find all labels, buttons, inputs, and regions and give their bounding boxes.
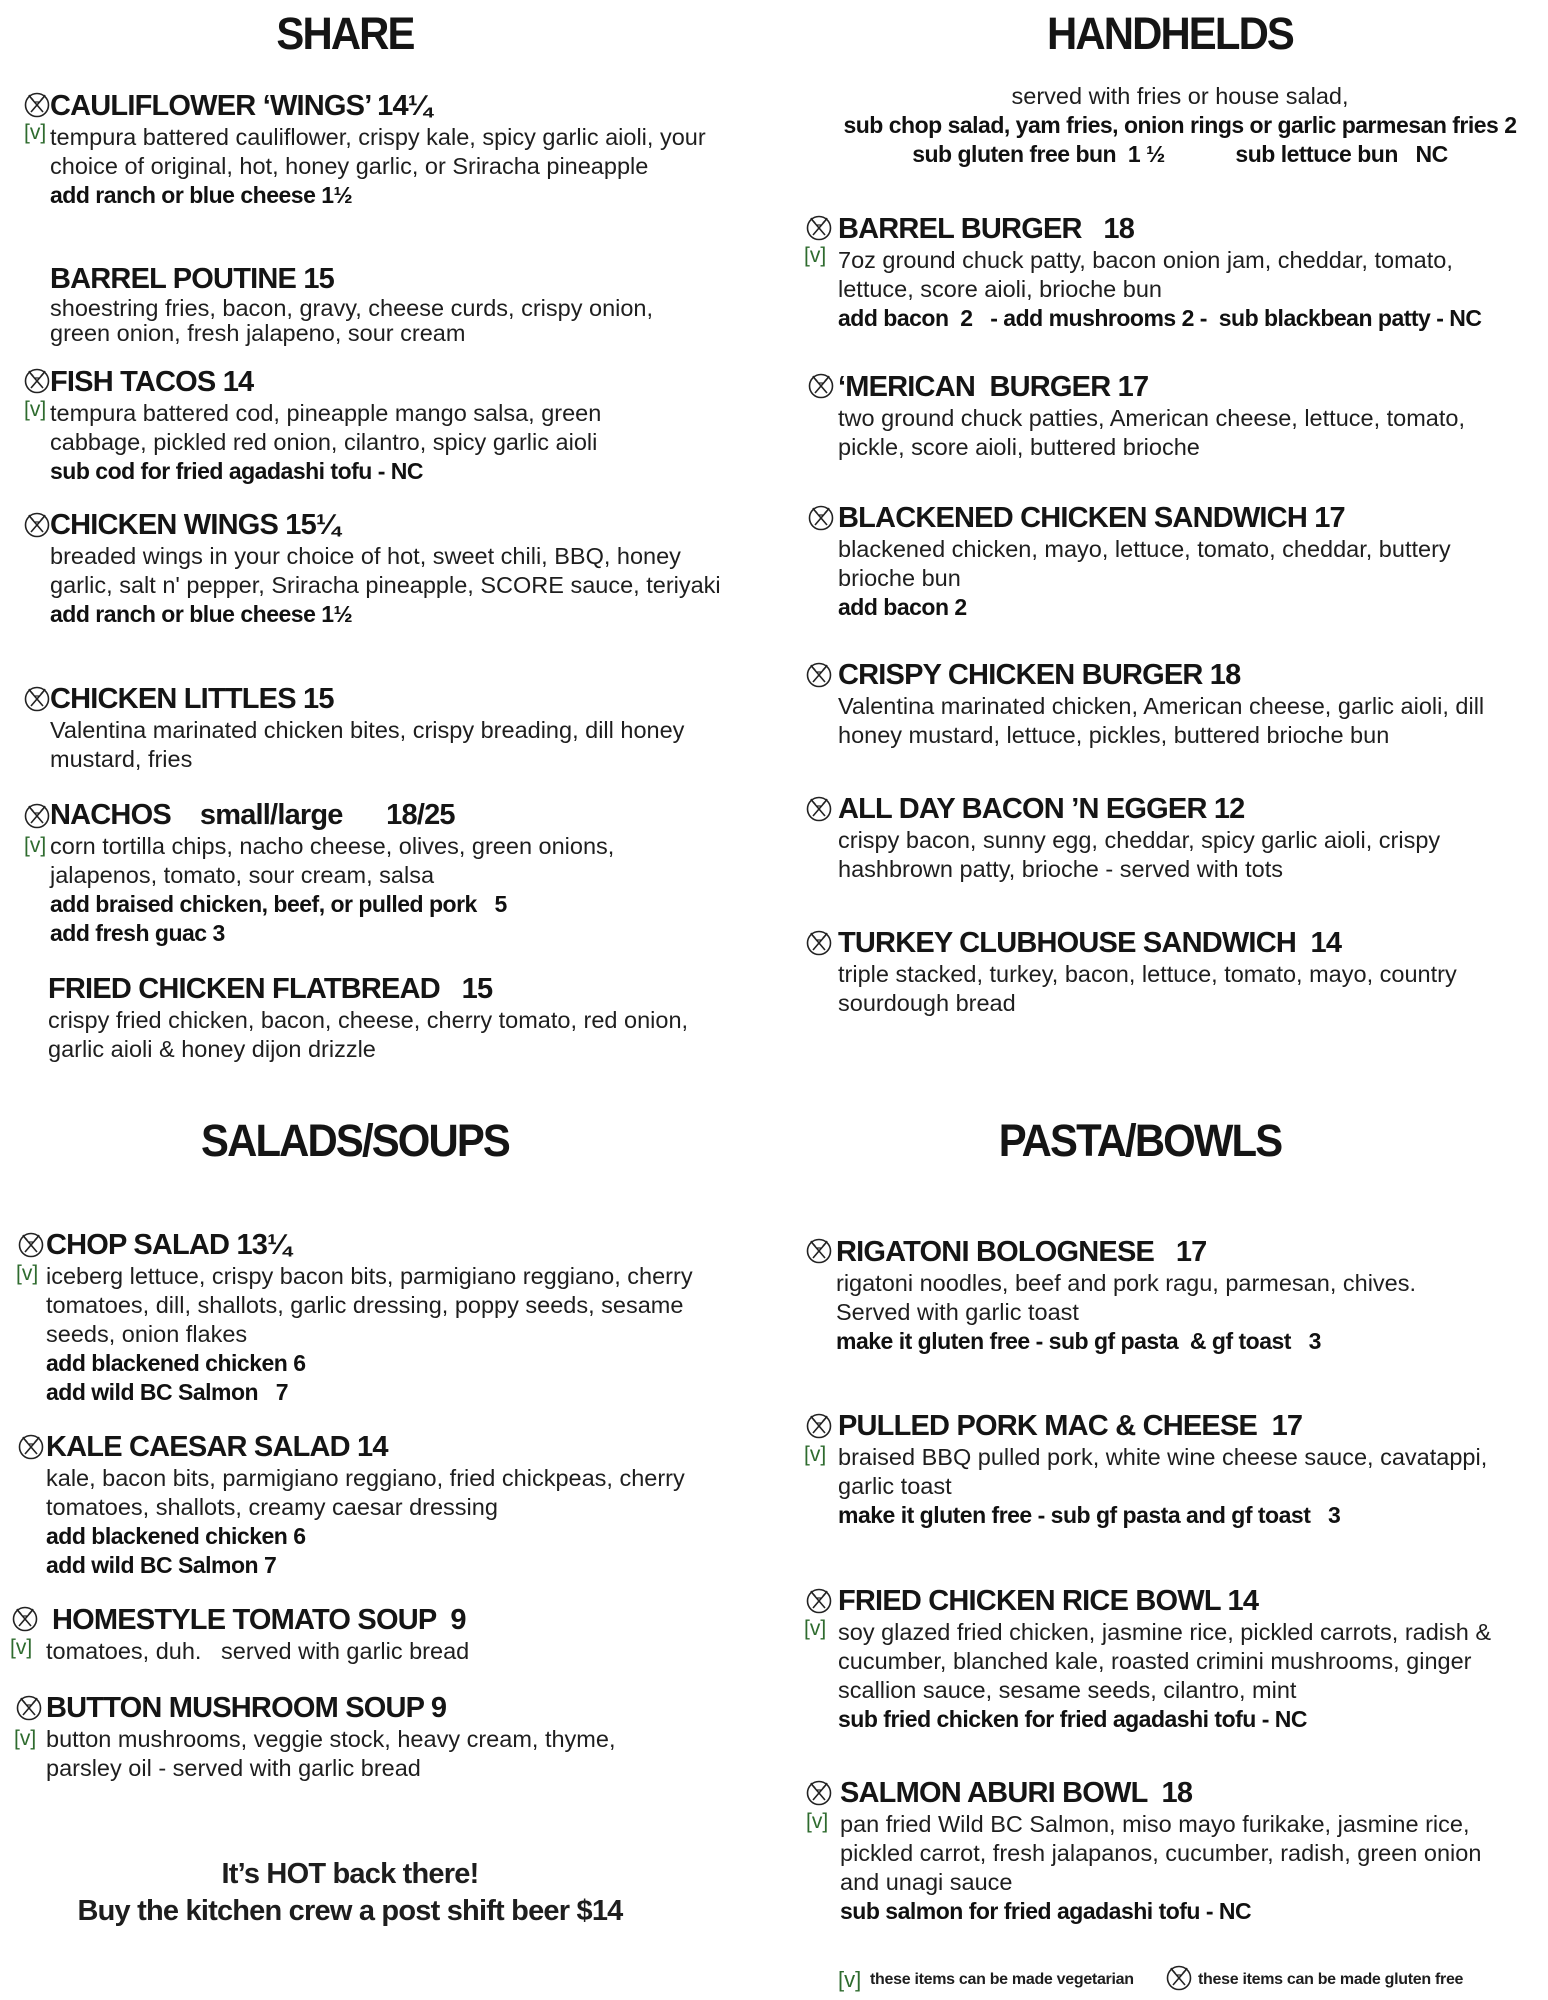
item-description: crispy bacon, sunny egg, cheddar, spicy garlic aioli, crispy hashbrown patty, brioche - served with tots [838,827,1441,882]
item-addon: sub salmon for fried agadashi tofu - NC [840,1898,1252,1924]
item-name: HOMESTYLE TOMATO SOUP 9 [52,1604,466,1636]
item-addon: add wild BC Salmon 7 [46,1379,289,1405]
menu-item [50,262,710,346]
item-description: kale, bacon bits, parmigiano reggiano, fried chickpeas, cherry tomatoes, shallots, creamy caesar dressing [46,1465,685,1520]
menu-item [46,1430,736,1580]
menu-item [50,89,710,210]
gluten-free-icon [24,512,50,538]
item-description: iceberg lettuce, crispy bacon bits, parmigiano reggiano, cherry tomatoes, dill, shallots, garlic dressing, poppy seeds, sesame seeds, onion flakes [46,1263,693,1347]
item-addon: add fresh guac 3 [50,920,225,946]
item-description: two ground chuck patties, American cheese, lettuce, tomato, pickle, score aioli, buttered brioche [838,405,1466,460]
gluten-free-icon [806,1413,832,1439]
item-name: CHOP SALAD 13¼ [46,1229,291,1261]
item-name: NACHOS small/large 18/25 [50,799,455,831]
gluten-free-icon [806,796,832,822]
item-description: tomatoes, duh. served with garlic bread [46,1638,470,1664]
gluten-free-icon [806,1780,832,1806]
menu-item [46,1603,736,1666]
section-title-share: SHARE [276,8,414,59]
item-addon: add blackened chicken 6 [46,1523,306,1549]
item-name: CHICKEN LITTLES 15 [50,683,334,715]
item-addon: add blackened chicken 6 [46,1350,306,1376]
handhelds-intro: served with fries or house salad, [1011,83,1349,109]
gluten-free-icon [18,1232,44,1258]
item-description: shoestring fries, bacon, gravy, cheese curds, crispy onion, green onion, fresh jalapeno, sour cream [50,295,654,346]
item-name: ALL DAY BACON ’N EGGER 12 [838,793,1245,825]
item-addon: add braised chicken, beef, or pulled pork 5 [50,891,507,917]
menu-item [838,926,1478,1018]
item-addon: sub fried chicken for fried agadashi tofu - NC [838,1706,1308,1732]
item-name: RIGATONI BOLOGNESE 17 [836,1236,1207,1268]
menu-item [838,792,1528,884]
gluten-free-icon [808,505,834,531]
item-description: rigatoni noodles, beef and pork ragu, parmesan, chives. Served with garlic toast [836,1270,1417,1325]
menu-item [48,972,708,1064]
vegetarian-mark: [v] [10,1636,33,1659]
item-addon: add bacon 2 - add mushrooms 2 - sub blackbean patty - NC [838,305,1482,331]
item-addon: sub cod for fried agadashi tofu - NC [50,458,424,484]
menu-item [836,1235,1476,1356]
handhelds-subs: sub gluten free bun 1 ½ sub lettuce bun NC [912,141,1448,167]
gluten-free-icon [18,1434,44,1460]
menu-item [50,365,690,486]
legend-vegetarian-text: these items can be made vegetarian [870,1971,1134,1988]
promo-beer: Buy the kitchen crew a post shift beer $14 [77,1895,623,1927]
menu-item [838,370,1478,462]
gluten-free-icon [808,373,834,399]
item-description: button mushrooms, veggie stock, heavy cream, thyme, parsley oil - served with garlic bread [46,1726,616,1781]
vegetarian-mark: [v] [14,1727,37,1750]
vegetarian-mark: [v] [804,244,827,267]
item-description: braised BBQ pulled pork, white wine cheese sauce, cavatappi, garlic toast [838,1444,1488,1499]
item-name: BARREL BURGER 18 [838,213,1135,245]
item-name: TURKEY CLUBHOUSE SANDWICH 14 [838,927,1342,959]
item-description: triple stacked, turkey, bacon, lettuce, tomato, mayo, country sourdough bread [838,961,1457,1016]
vegetarian-mark: [v] [24,398,47,421]
vegetarian-mark: [v] [804,1443,827,1466]
vegetarian-mark: [v] [24,121,47,144]
item-addon: add ranch or blue cheese 1½ [50,601,353,627]
section-title-handhelds: HANDHELDS [1046,8,1293,59]
menu-item [838,212,1528,333]
item-name: BUTTON MUSHROOM SOUP 9 [46,1692,447,1724]
gluten-free-icon [12,1606,38,1632]
legend-gluten-free-text: these items can be made gluten free [1198,1971,1464,1988]
item-description: corn tortilla chips, nacho cheese, olives, green onions, jalapenos, tomato, sour cream, salsa [50,833,615,888]
gluten-free-icon [806,215,832,241]
menu-item [838,1409,1498,1530]
gluten-free-icon [806,1238,832,1264]
item-addon: make it gluten free - sub gf pasta and gf toast 3 [838,1502,1341,1528]
gluten-free-icon [806,662,832,688]
menu-item [838,1584,1518,1734]
item-description: tempura battered cod, pineapple mango salsa, green cabbage, pickled red onion, cilantro, spicy garlic aioli [50,400,602,455]
item-name: PULLED PORK MAC & CHEESE 17 [838,1410,1303,1442]
handhelds-subs: sub chop salad, yam fries, onion rings or garlic parmesan fries 2 [843,112,1517,138]
menu-item [50,682,690,774]
vegetarian-mark: [v] [16,1262,39,1285]
gluten-free-icon [24,803,50,829]
item-name: ‘MERICAN BURGER 17 [838,371,1149,403]
menu-item [46,1228,736,1407]
item-description: pan fried Wild BC Salmon, miso mayo furikake, jasmine rice, pickled carrot, fresh jalapanos, cucumber, radish, green onion and unagi sauce [840,1811,1482,1895]
gluten-free-icon [24,92,50,118]
item-name: CHICKEN WINGS 15¼ [50,509,340,541]
item-description: Valentina marinated chicken bites, crispy breading, dill honey mustard, fries [50,717,685,772]
menu-item [50,508,730,629]
item-name: SALMON ABURI BOWL 18 [840,1777,1193,1809]
section-title-pasta: PASTA/BOWLS [998,1115,1282,1166]
menu-item [840,1776,1520,1926]
item-name: FRIED CHICKEN FLATBREAD 15 [48,973,493,1005]
legend-vegetarian-mark: [v] [838,1967,862,1992]
item-description: crispy fried chicken, bacon, cheese, cherry tomato, red onion, garlic aioli & honey dijon drizzle [48,1007,689,1062]
gluten-free-icon [16,1695,42,1721]
item-description: Valentina marinated chicken, American cheese, garlic aioli, dill honey mustard, lettuce, pickles, buttered brioche bun [838,693,1485,748]
gluten-free-icon [806,930,832,956]
item-addon: add ranch or blue cheese 1½ [50,182,353,208]
gluten-free-icon [24,686,50,712]
vegetarian-mark: [v] [24,834,47,857]
item-name: CRISPY CHICKEN BURGER 18 [838,659,1241,691]
item-addon: add bacon 2 [838,594,967,620]
item-description: blackened chicken, mayo, lettuce, tomato, cheddar, buttery brioche bun [838,536,1451,591]
item-name: FRIED CHICKEN RICE BOWL 14 [838,1585,1259,1617]
vegetarian-mark: [v] [806,1810,829,1833]
menu-item [46,1691,686,1783]
menu-item [838,658,1528,750]
legend-gluten-free-icon [1166,1965,1192,1991]
item-description: 7oz ground chuck patty, bacon onion jam, cheddar, tomato, lettuce, score aioli, brioche bun [838,247,1453,302]
item-name: BARREL POUTINE 15 [50,263,334,295]
item-name: BLACKENED CHICKEN SANDWICH 17 [838,502,1345,534]
item-addon: add wild BC Salmon 7 [46,1552,277,1578]
item-description: tempura battered cauliflower, crispy kale, spicy garlic aioli, your choice of original, hot, honey garlic, or Sriracha pineapple [50,124,706,179]
gluten-free-icon [806,1588,832,1614]
item-name: FISH TACOS 14 [50,366,254,398]
menu-item [50,798,710,948]
section-title-salads: SALADS/SOUPS [201,1115,509,1166]
promo-headline: It’s HOT back there! [221,1858,479,1890]
item-name: KALE CAESAR SALAD 14 [46,1431,388,1463]
item-description: soy glazed fried chicken, jasmine rice, pickled carrots, radish & cucumber, blanched kale, roasted crimini mushrooms, ginger scallion sauce, sesame seeds, cilantro, mint [838,1619,1492,1703]
item-name: CAULIFLOWER ‘WINGS’ 14¼ [50,90,432,122]
item-description: breaded wings in your choice of hot, sweet chili, BBQ, honey garlic, salt n' pepper, Sriracha pineapple, SCORE sauce, teriyaki [50,543,721,598]
item-addon: make it gluten free - sub gf pasta & gf toast 3 [836,1328,1321,1354]
menu-item [838,501,1528,622]
gluten-free-icon [24,368,50,394]
vegetarian-mark: [v] [804,1617,827,1640]
